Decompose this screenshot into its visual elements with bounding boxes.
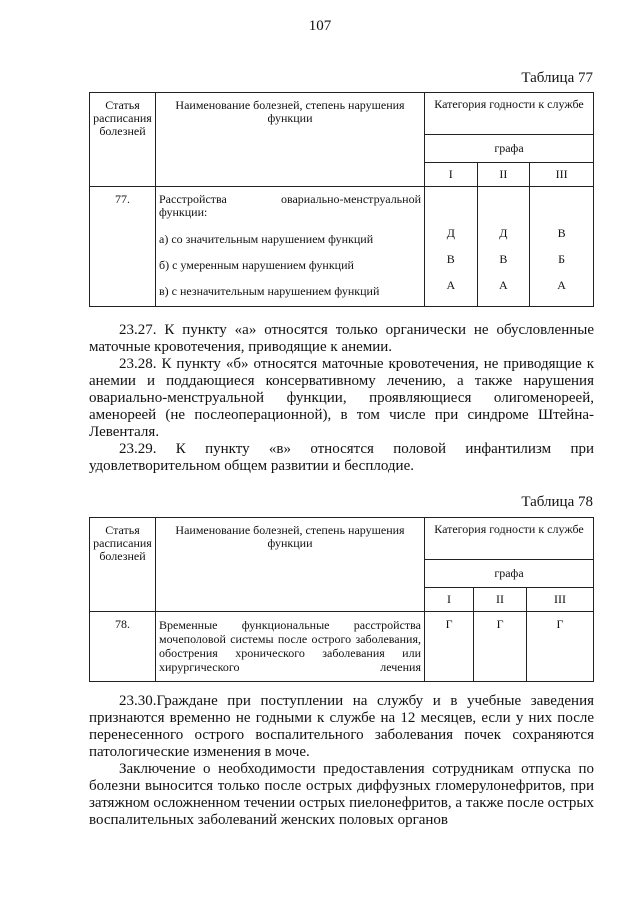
- header-category: Категория годности к службе: [425, 518, 594, 560]
- row-title: Расстройства овариально-менструальной функции:: [159, 192, 421, 219]
- subitem-b: б) с умеренным нарушением функций: [159, 258, 354, 272]
- value-c-2: А: [499, 278, 508, 292]
- paragraph-conclusion: Заключение о необходимости предоставления сотрудникам отпуска по болезни выносится только после острых диффузных гломерулонефритов, при затяжном осложненном течении острых пиелонефритов, а также после острых воспалительных заболеваний женских половых органов: [89, 761, 594, 828]
- value-a-2: Д: [499, 226, 508, 240]
- row-article-number: 77.: [90, 187, 156, 307]
- paragraph-23-27: 23.27. К пункту «а» относятся только органически не обусловленные маточные кровотечения, приводящие к анемии.: [89, 322, 594, 355]
- header-col-1: I: [425, 163, 478, 187]
- col-3-values: [530, 187, 594, 307]
- value-a-1: Д: [446, 226, 455, 240]
- row-article-number: 78.: [90, 612, 156, 682]
- header-grafa: графа: [425, 560, 594, 588]
- subitem-c: в) с незначительным нарушением функций: [159, 284, 380, 298]
- header-grafa: графа: [425, 135, 594, 163]
- col-2-values: [477, 187, 530, 307]
- subitem-a: а) со значительным нарушением функций: [159, 232, 374, 246]
- table-78-caption: Таблица 78: [521, 494, 593, 510]
- header-article: Статья расписания болезней: [90, 518, 156, 612]
- value-b-2: В: [499, 252, 508, 266]
- value-b-3: Б: [558, 252, 566, 266]
- table-78: [89, 517, 594, 682]
- header-disease-name: Наименование болезней, степень нарушения функции: [156, 518, 425, 612]
- paragraph-block-2: [89, 693, 594, 829]
- header-category: Категория годности к службе: [425, 93, 594, 135]
- value-c-1: А: [446, 278, 456, 292]
- header-disease-name: Наименование болезней, степень нарушения функции: [156, 93, 425, 187]
- value-col-2: Г: [474, 612, 527, 682]
- paragraph-23-28: 23.28. К пункту «б» относятся маточные кровотечения, не приводящие к анемии и поддающиеся консервативному лечению, а также нарушения овариально-менструальной функции, проявляющиеся олигоменореей, аменореей (не послеоперационной), в том числе при синдроме Штейна-Левенталя.: [89, 356, 594, 440]
- row-disease-cell: [156, 187, 425, 307]
- value-b-1: В: [446, 252, 455, 266]
- row-disease-title: Временные функциональные расстройства мочеполовой системы после острого заболевания, обострения хронического заболевания или хирургического лечения: [156, 612, 425, 682]
- header-col-1: I: [425, 588, 474, 612]
- paragraph-23-29: 23.29. К пункту «в» относятся половой инфантилизм при удовлетворительном общем развитии и бесплодие.: [89, 441, 594, 474]
- paragraph-block-1: [89, 322, 594, 475]
- table-77-caption: Таблица 77: [521, 70, 593, 86]
- header-col-2: II: [474, 588, 527, 612]
- page-number: 107: [308, 18, 332, 34]
- paragraph-23-30: 23.30.Граждане при поступлении на службу и в учебные заведения признаются временно не годными к службе на 12 месяцев, если у них после перенесенного острого воспалительного заболевания почек сохраняются патологические изменения в моче.: [89, 693, 594, 760]
- header-col-2: II: [477, 163, 530, 187]
- header-col-3: III: [530, 163, 594, 187]
- value-col-1: Г: [425, 612, 474, 682]
- value-a-3: В: [557, 226, 566, 240]
- table-77: [89, 92, 594, 307]
- col-1-values: [425, 187, 478, 307]
- value-col-3: Г: [526, 612, 593, 682]
- header-article: Статья расписания болезней: [90, 93, 156, 187]
- value-c-3: А: [557, 278, 566, 292]
- header-col-3: III: [526, 588, 593, 612]
